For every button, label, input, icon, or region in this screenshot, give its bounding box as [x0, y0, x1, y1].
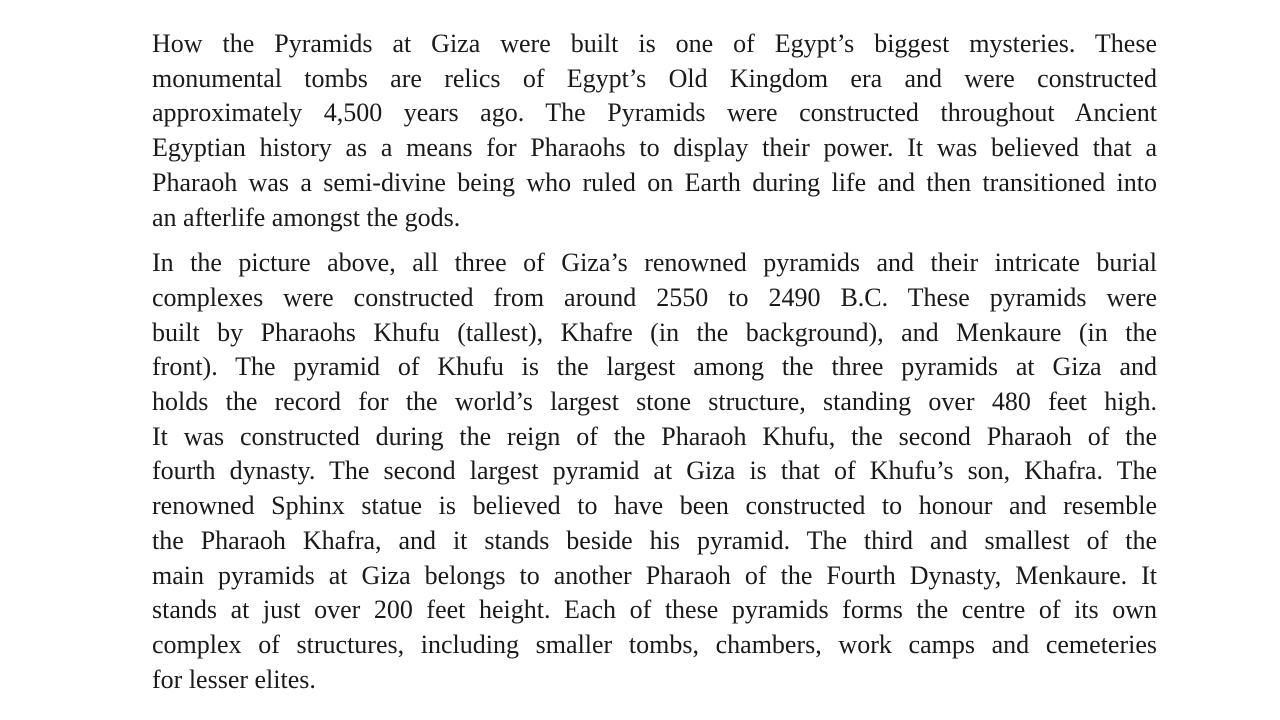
text-line: In the picture above, all three of Giza’s renowned pyramids and their intricate burial [152, 248, 1157, 278]
text-line: an afterlife amongst the gods. [152, 202, 461, 232]
text-line: for lesser elites. [152, 664, 316, 694]
document-page [152, 27, 1157, 697]
text-line: approximately 4,500 years ago. The Pyramids were constructed throughout Ancient [152, 98, 1157, 128]
text-line: stands at just over 200 feet height. Each of these pyramids forms the centre of its own [152, 595, 1157, 625]
text-line: front). The pyramid of Khufu is the largest among the three pyramids at Giza and [152, 352, 1157, 382]
text-line: complexes were constructed from around 2550 to 2490 B.C. These pyramids were [152, 282, 1157, 312]
paragraph-pyramids-mystery [152, 27, 1157, 235]
text-line: the Pharaoh Khafra, and it stands beside his pyramid. The third and smallest of the [152, 525, 1157, 555]
text-line: holds the record for the world’s largest stone structure, standing over 480 feet high. [152, 387, 1157, 417]
text-line: renowned Sphinx statue is believed to have been constructed to honour and resemble [152, 491, 1157, 521]
text-line: complex of structures, including smaller tombs, chambers, work camps and cemeteries [152, 629, 1157, 659]
paragraph-giza-pyramids [152, 246, 1157, 697]
text-line: fourth dynasty. The second largest pyramid at Giza is that of Khufu’s son, Khafra. The [152, 456, 1157, 486]
text-line: It was constructed during the reign of the Pharaoh Khufu, the second Pharaoh of the [152, 421, 1157, 451]
paragraph-spacer [152, 235, 1157, 246]
text-line: monumental tombs are relics of Egypt’s Old Kingdom era and were constructed [152, 63, 1157, 93]
text-line: Pharaoh was a semi-divine being who ruled on Earth during life and then transitioned into [152, 167, 1157, 197]
text-line: How the Pyramids at Giza were built is one of Egypt’s biggest mysteries. These [152, 29, 1157, 58]
text-line: main pyramids at Giza belongs to another Pharaoh of the Fourth Dynasty, Menkaure. It [152, 560, 1157, 590]
text-line: built by Pharaohs Khufu (tallest), Khafre (in the background), and Menkaure (in the [152, 317, 1157, 347]
text-line: Egyptian history as a means for Pharaohs to display their power. It was believed that a [152, 133, 1157, 163]
